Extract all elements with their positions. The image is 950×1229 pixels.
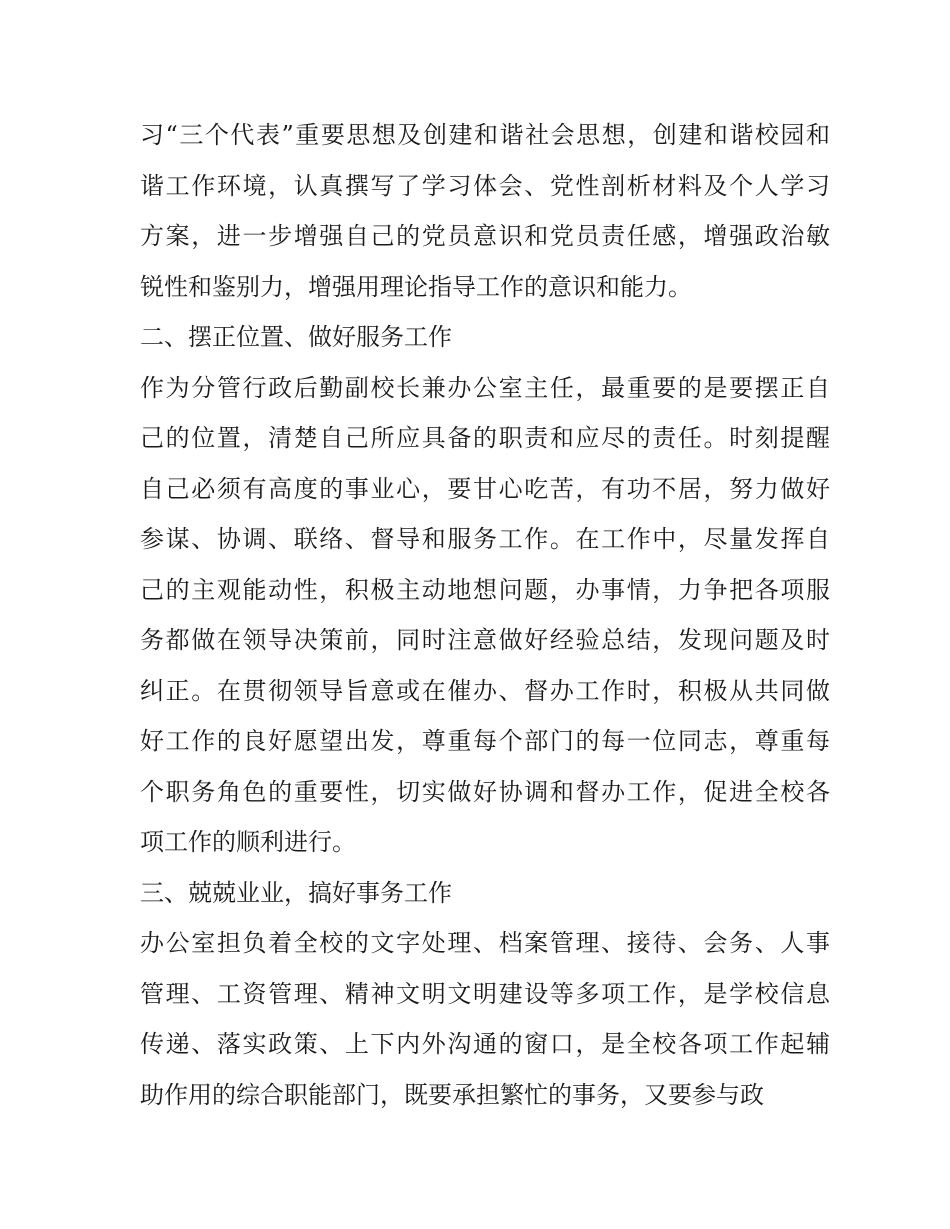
text-line: 务都做在领导决策前，同时注意做好经验总结，发现问题及时	[140, 626, 830, 654]
text-line: 办公室担负着全校的文字处理、档案管理、接待、会务、人事	[140, 929, 830, 957]
text-line: 己的位置，清楚自己所应具备的职责和应尽的责任。时刻提醒	[140, 424, 830, 452]
text-line: 作为分管行政后勤副校长兼办公室主任，最重要的是要摆正自	[140, 373, 830, 402]
text-line: 项工作的顺利进行。	[140, 828, 356, 856]
text-line: 习“三个代表”重要思想及创建和谐社会思想，创建和谐校园和	[140, 121, 830, 149]
text-line: 传递、落实政策、上下内外沟通的窗口，是全校各项工作起辅	[140, 1030, 830, 1058]
section-heading-3: 三、兢兢业业，搞好事务工作	[140, 878, 452, 907]
text-line: 锐性和鉴别力，增强用理论指导工作的意识和能力。	[140, 272, 692, 301]
text-line: 助作用的综合职能部门，既要承担繁忙的事务，又要参与政	[140, 1080, 764, 1109]
text-line: 方案，进一步增强自己的党员意识和党员责任感，增强政治敏	[140, 222, 830, 250]
text-line: 管理、工资管理、精神文明文明建设等多项工作，是学校信息	[140, 979, 830, 1008]
body-text	[140, 110, 830, 1120]
text-line: 个职务角色的重要性，切实做好协调和督办工作，促进全校各	[140, 777, 830, 806]
text-line: 谐工作环境，认真撰写了学习体会、党性剖析材料及个人学习	[140, 171, 830, 200]
text-line: 自己必须有高度的事业心，要甘心吃苦，有功不居，努力做好	[140, 474, 830, 503]
text-line: 参谋、协调、联络、督导和服务工作。在工作中，尽量发挥自	[140, 525, 830, 553]
text-line: 好工作的良好愿望出发，尊重每个部门的每一位同志，尊重每	[140, 727, 830, 755]
text-line: 纠正。在贯彻领导旨意或在催办、督办工作时，积极从共同做	[140, 676, 830, 705]
text-line: 己的主观能动性，积极主动地想问题，办事情，力争把各项服	[140, 575, 830, 604]
section-heading-2: 二、摆正位置、做好服务工作	[140, 323, 452, 351]
